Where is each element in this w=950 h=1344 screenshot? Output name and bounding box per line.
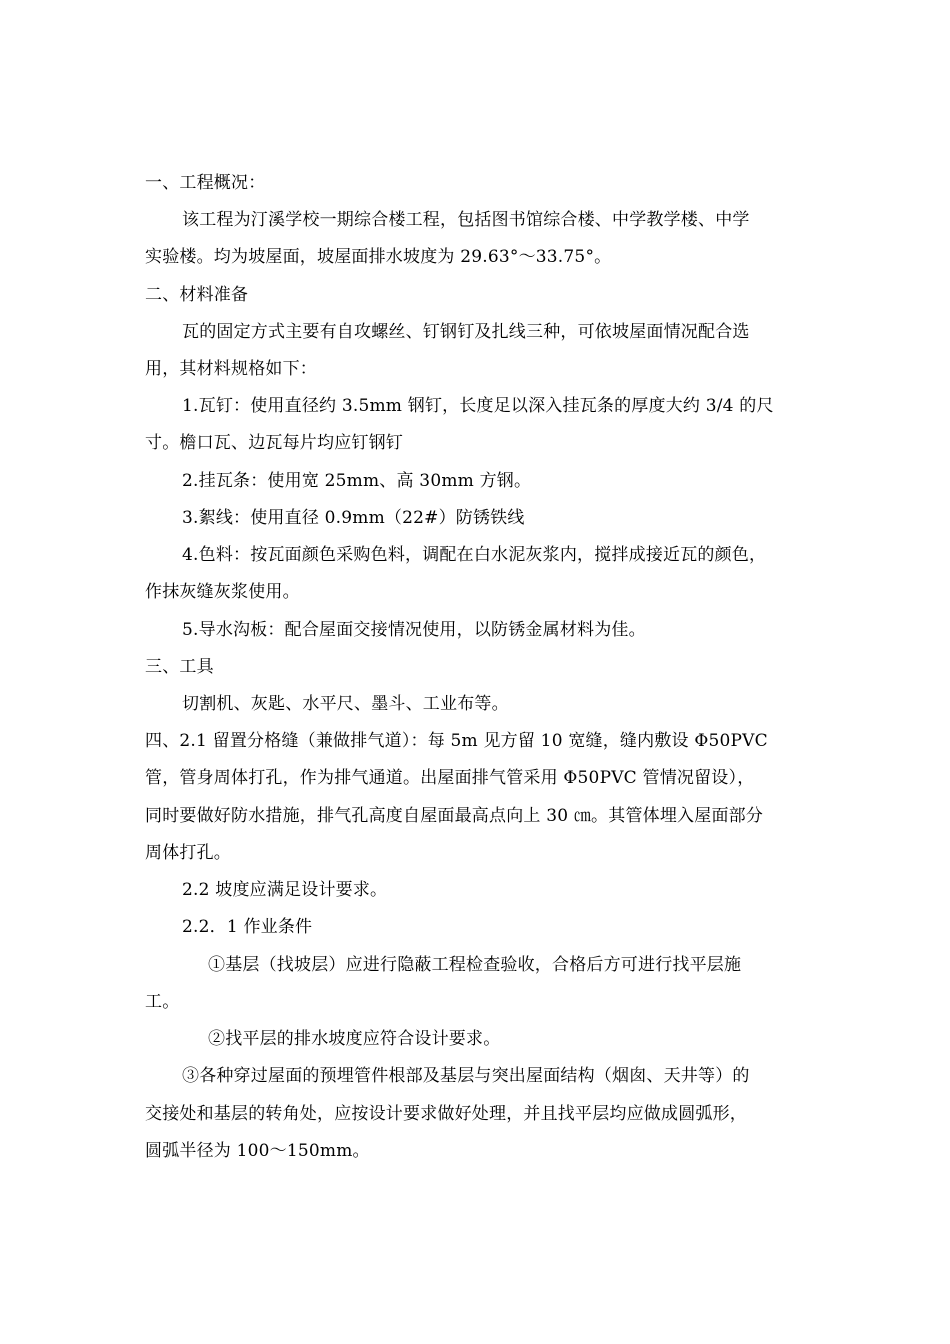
paragraph-line: 工。	[145, 992, 180, 1012]
section-heading-tools: 三、工具	[145, 657, 214, 677]
paragraph-line: 管，管身周体打孔，作为排气通道。出屋面排气管采用 Φ50PVC 管情况留设），	[145, 768, 755, 788]
paragraph-line: 瓦的固定方式主要有自攻螺丝、钉钢钉及扎线三种，可依坡屋面情况配合选	[182, 322, 750, 342]
list-item-pigment: 4.色料：按瓦面颜色采购色料，调配在白水泥灰浆内，搅拌成接近瓦的颜色，	[182, 545, 767, 565]
paragraph-line: 寸。檐口瓦、边瓦每片均应钉钢钉	[145, 433, 403, 453]
section-heading-joints: 四、2.1 留置分格缝（兼做排气道）：每 5m 见方留 10 宽缝，缝内敷设 Φ50PVC	[145, 731, 768, 751]
paragraph-line: 该工程为汀溪学校一期综合楼工程，包括图书馆综合楼、中学教学楼、中学	[182, 210, 750, 230]
paragraph-line: 交接处和基层的转角处，应按设计要求做好处理，并且找平层均应做成圆弧形，	[145, 1104, 747, 1124]
section-heading-overview: 一、工程概况：	[145, 173, 266, 193]
subsection-heading-conditions: 2.2．1 作业条件	[182, 917, 313, 937]
list-item-gutter: 5.导水沟板：配合屋面交接情况使用，以防锈金属材料为佳。	[182, 620, 646, 640]
paragraph-line: 用，其材料规格如下：	[145, 359, 317, 379]
list-item-wire: 3.絮线：使用直径 0.9mm（22#）防锈铁线	[182, 508, 525, 528]
paragraph-line: 圆弧半径为 100～150mm。	[145, 1141, 370, 1161]
paragraph-line: 周体打孔。	[145, 843, 231, 863]
list-item-tile-nail: 1.瓦钉：使用直径约 3.5mm 钢钉，长度足以深入挂瓦条的厚度大约 3/4 的尺	[182, 396, 774, 416]
list-item-batten: 2.挂瓦条：使用宽 25mm、高 30mm 方钢。	[182, 471, 532, 491]
paragraph-line: 同时要做好防水措施，排气孔高度自屋面最高点向上 30 ㎝。其管体埋入屋面部分	[145, 806, 764, 826]
paragraph-line: 切割机、灰匙、水平尺、墨斗、工业布等。	[182, 694, 509, 714]
list-item-condition-3: ③各种穿过屋面的预埋管件根部及基层与突出屋面结构（烟囱、天井等）的	[182, 1066, 750, 1086]
subsection-heading-slope: 2.2 坡度应满足设计要求。	[182, 880, 388, 900]
list-item-condition-1: ①基层（找坡层）应进行隐蔽工程检查验收，合格后方可进行找平层施	[208, 955, 742, 975]
paragraph-line: 实验楼。均为坡屋面，坡屋面排水坡度为 29.63°～33.75°。	[145, 247, 612, 267]
list-item-condition-2: ②找平层的排水坡度应符合设计要求。	[208, 1029, 501, 1049]
section-heading-materials: 二、材料准备	[145, 285, 249, 305]
paragraph-line: 作抹灰缝灰浆使用。	[145, 582, 300, 602]
